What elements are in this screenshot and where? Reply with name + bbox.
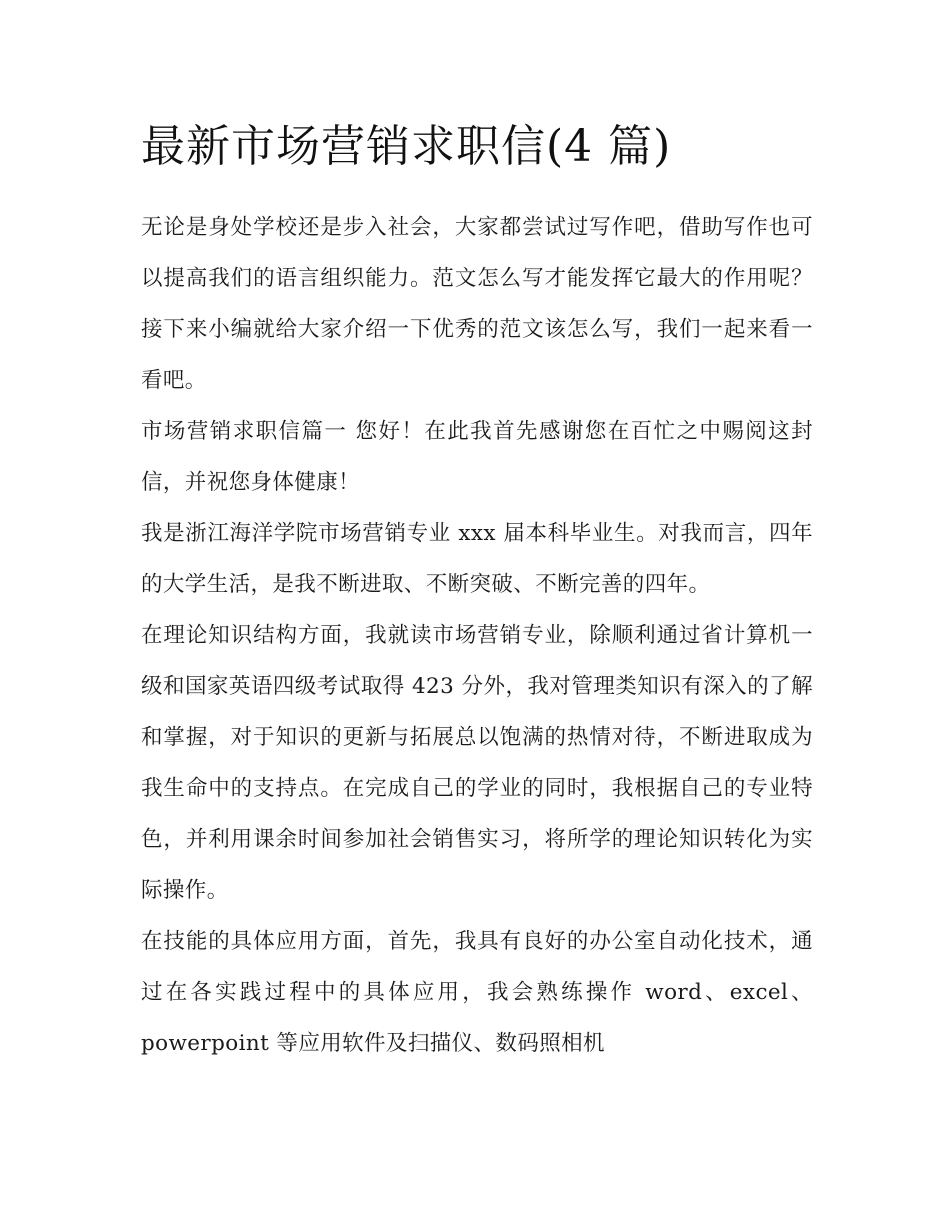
paragraph-self-intro: 我是浙江海洋学院市场营销专业 xxx 届本科毕业生。对我而言，四年的大学生活，是我不断进取、不断突破、不断完善的四年。 <box>141 521 813 597</box>
paragraph-skills: 在技能的具体应用方面，首先，我具有良好的办公室自动化技术，通过在各实践过程中的具体应用，我会熟练操作 word、excel、powerpoint 等应用软件及扫描仪、数码照相机 <box>141 929 813 1056</box>
document-body <box>141 112 813 1069</box>
paragraph-theory-knowledge: 在理论知识结构方面，我就读市场营销专业，除顺利通过省计算机一级和国家英语四级考试取得 423 分外，我对管理类知识有深入的了解和掌握，对于知识的更新与拓展总以饱满的热情对待，不断进取成为我生命中的支持点。在完成自己的学业的同时，我根据自己的专业特色，并利用课余时间参加社会销售实习，将所学的理论知识转化为实际操作。 <box>141 623 813 903</box>
document-title: 最新市场营销求职信(4 篇) <box>141 121 672 172</box>
paragraph-intro: 无论是身处学校还是步入社会，大家都尝试过写作吧，借助写作也可以提高我们的语言组织能力。范文怎么写才能发挥它最大的作用呢？接下来小编就给大家介绍一下优秀的范文该怎么写，我们一起来看一看吧。 <box>141 215 813 393</box>
paragraph-greeting: 市场营销求职信篇一 您好！在此我首先感谢您在百忙之中赐阅这封信，并祝您身体健康！ <box>141 419 813 495</box>
